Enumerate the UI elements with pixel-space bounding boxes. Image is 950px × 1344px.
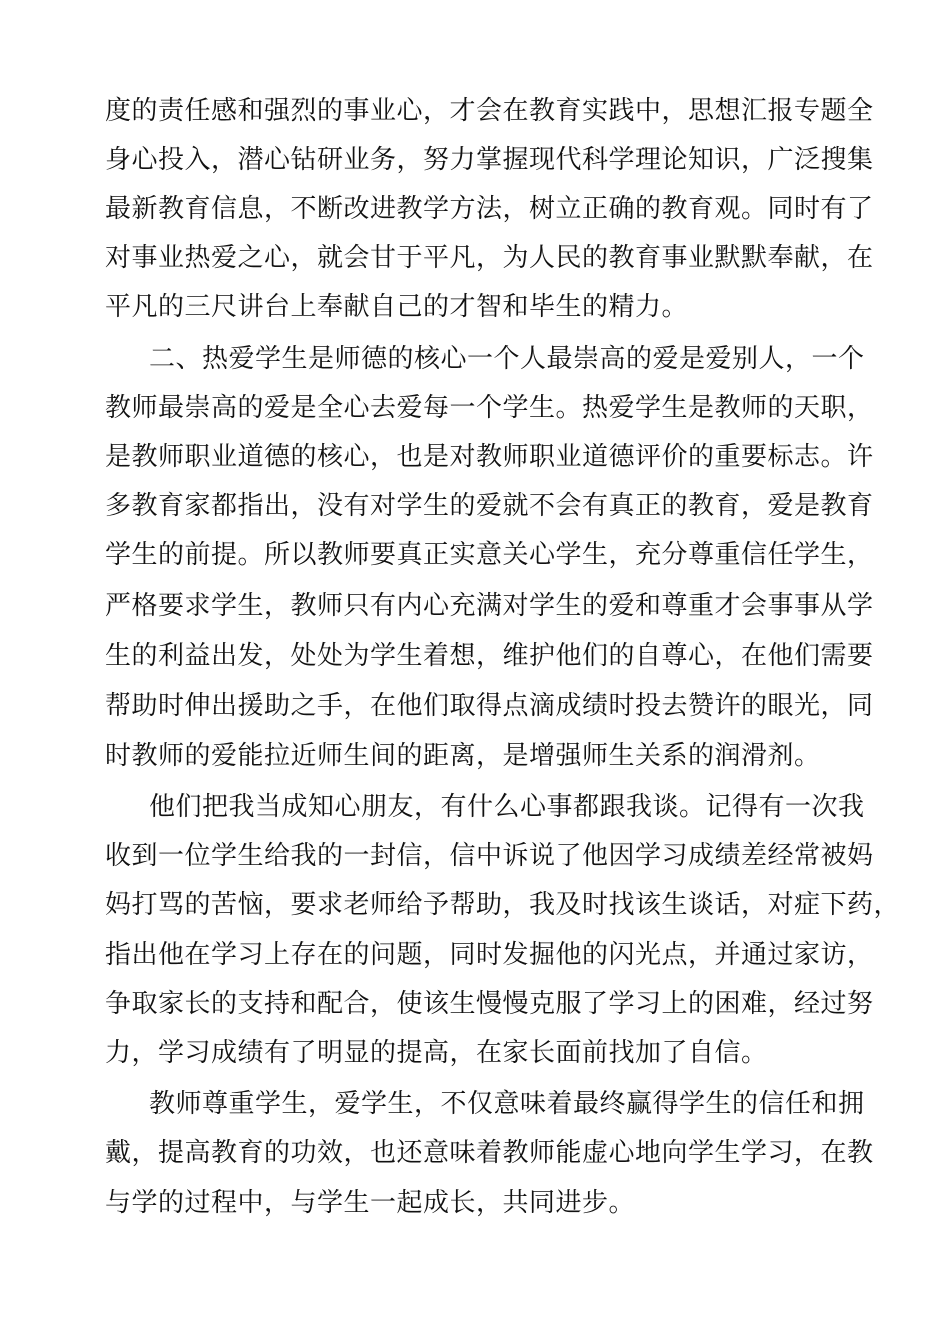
paragraph-2-line-4: 多教育家都指出，没有对学生的爱就不会有真正的教育，爱是教育 xyxy=(105,491,874,521)
paragraph-2-line-6: 严格要求学生，教师只有内心充满对学生的爱和尊重才会事事从学 xyxy=(105,591,874,621)
paragraph-2-line-2: 教师最崇高的爱是全心去爱每一个学生。热爱学生是教师的天职， xyxy=(105,393,874,423)
paragraph-3-line-5: 争取家长的支持和配合，使该生慢慢克服了学习上的困难，经过努 xyxy=(105,989,874,1019)
paragraph-2-line-1: 二、热爱学生是师德的核心一个人最崇高的爱是爱别人，一个 xyxy=(149,344,865,374)
paragraph-1-line-5: 平凡的三尺讲台上奉献自己的才智和毕生的精力。 xyxy=(105,292,689,322)
paragraph-2-line-9: 时教师的爱能拉近师生间的距离，是增强师生关系的润滑剂。 xyxy=(105,741,821,771)
paragraph-1-line-3: 最新教育信息，不断改进教学方法，树立正确的教育观。同时有了 xyxy=(105,194,874,224)
paragraph-4-line-2: 戴，提高教育的功效，也还意味着教师能虚心地向学生学习，在教 xyxy=(105,1138,874,1168)
paragraph-1-line-4: 对事业热爱之心，就会甘于平凡，为人民的教育事业默默奉献，在 xyxy=(105,243,874,273)
paragraph-4-line-1: 教师尊重学生，爱学生，不仅意味着最终赢得学生的信任和拥 xyxy=(149,1089,865,1119)
paragraph-3-line-1: 他们把我当成知心朋友，有什么心事都跟我谈。记得有一次我 xyxy=(149,792,865,822)
paragraph-2-line-8: 帮助时伸出援助之手，在他们取得点滴成绩时投去赞许的眼光，同 xyxy=(105,691,874,721)
paragraph-2-line-3: 是教师职业道德的核心，也是对教师职业道德评价的重要标志。许 xyxy=(105,442,874,472)
paragraph-3-line-6: 力，学习成绩有了明显的提高，在家长面前找加了自信。 xyxy=(105,1038,768,1068)
paragraph-3-line-4: 指出他在学习上存在的问题，同时发掘他的闪光点，并通过家访， xyxy=(105,940,874,970)
paragraph-2-line-5: 学生的前提。所以教师要真正实意关心学生，充分尊重信任学生， xyxy=(105,540,874,570)
paragraph-3-line-2: 收到一位学生给我的一封信，信中诉说了他因学习成绩差经常被妈 xyxy=(105,841,874,871)
paragraph-1-line-1: 度的责任感和强烈的事业心，才会在教育实践中，思想汇报专题全 xyxy=(105,96,874,126)
paragraph-4-line-3: 与学的过程中，与学生一起成长，共同进步。 xyxy=(105,1188,636,1218)
paragraph-1-line-2: 身心投入，潜心钻研业务，努力掌握现代科学理论知识，广泛搜集 xyxy=(105,145,874,175)
paragraph-3-line-3: 妈打骂的苦恼，要求老师给予帮助，我及时找该生谈话，对症下药， xyxy=(105,890,901,920)
paragraph-2-line-7: 生的利益出发，处处为学生着想，维护他们的自尊心，在他们需要 xyxy=(105,641,874,671)
